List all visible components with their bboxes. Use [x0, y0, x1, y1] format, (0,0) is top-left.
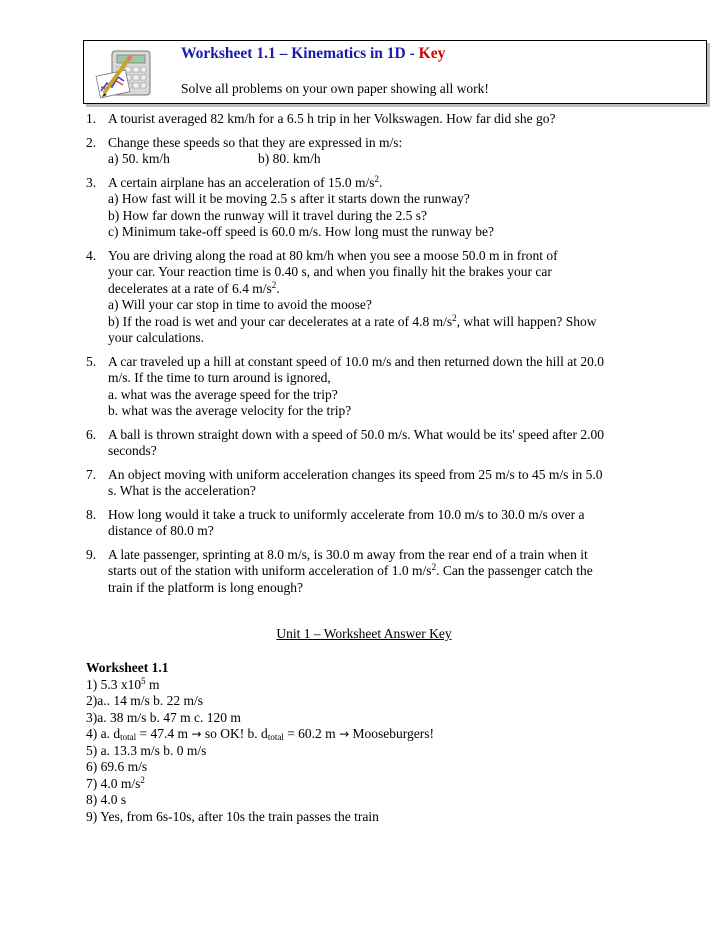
answer-section-heading: Worksheet 1.1	[86, 660, 169, 675]
problem-item: 6. A ball is thrown straight down with a speed of 50.0 m/s. What would be its' speed after 2.00 seconds?	[86, 426, 604, 458]
answer-line: 7) 4.0 $m/s^2$	[86, 774, 145, 791]
answer-line: 9) Yes, from 6s-10s, after 10s the train passes the train	[86, 808, 379, 824]
problem-item: 1. A tourist averaged 82 km/h for a 6.5 h trip in her Volkswagen. How far did she go?	[86, 111, 556, 126]
answer-line: 3)a. 38 m/s b. 47 m c. 120 m	[86, 709, 241, 725]
instructions: Solve all problems on your own paper showing all work!	[181, 81, 489, 96]
answer-line: 6) 69.6 m/s	[86, 759, 148, 774]
problem-list	[86, 111, 646, 603]
problem-item: 2. Change these speeds so that they are expressed in m/s: a) 50. km/h b) 80. km/h	[86, 134, 403, 166]
answer-key	[86, 660, 434, 825]
problem-item: 5. A car traveled up a hill at constant speed of 10.0 m/s and then returned down the hill at 20.0 m/s. If the time to turn around is ignored, a. what was the average speed for the trip? b. what was the average velocity for the trip?	[86, 353, 604, 418]
answer-line: 2)a.. 14 m/s b. 22 m/s	[86, 693, 203, 708]
answer-key-title: Unit 1 – Worksheet Answer Key	[276, 626, 452, 641]
problem-item: 7. An object moving with uniform acceleration changes its speed from 25 m/s to 45 m/s in 5.0 s. What is the acceleration?	[86, 466, 603, 498]
worksheet-header	[83, 40, 707, 104]
calculator-pencil-icon	[90, 47, 170, 99]
answer-line: 5) a. 13.3 m/s b. 0 m/s	[86, 742, 207, 758]
problem-item: 8. How long would it take a truck to uniformly accelerate from 10.0 m/s to 30.0 m/s over a distance of 80.0 m?	[86, 506, 585, 538]
arrow-icon: →	[191, 727, 202, 741]
problem-item: 3. A certain airplane has an acceleration of 15.0 $m/s^2$. a) How fast will it be moving 2.5 s after it starts down the runway? b) How far down the runway will it travel during the 2.5 s? c) Minimum take-off speed is 60.0 m/s. How long must the runway be?	[86, 173, 494, 239]
key-label: Key	[418, 45, 446, 62]
arrow-icon: →	[339, 727, 350, 741]
answer-line: 8) 4.0 s	[86, 792, 127, 807]
problem-item: 9. A late passenger, sprinting at 8.0 m/s, is 30.0 m away from the rear end of a train when it starts out of the station with uniform acceleration of 1.0 $m/s^2$. Can the passenger catch the train if the platform is long enough?	[86, 546, 593, 595]
problem-item: 4. You are driving along the road at 80 km/h when you see a moose 50.0 m in front of your car. Your reaction time is 0.40 s, and when you finally hit the brakes your car decelerates at a rate of 6.4 $m/s^2$. a) Will your car stop in time to avoid the moose? b) If the road is wet and your car decelerates at a rate of 4.8 $m/s^2$, what will happen? Show your calculations.	[86, 247, 597, 345]
answer-line: 1) 5.3 $x10^5$ m	[86, 675, 160, 692]
answer-line: 4) a. $d_{total} = 47.4$ m → so OK! b. $d_{total} = 60.2$ m → Mooseburgers!	[86, 726, 434, 742]
page-title: Worksheet 1.1 – Kinematics in 1D - Key	[181, 45, 446, 62]
